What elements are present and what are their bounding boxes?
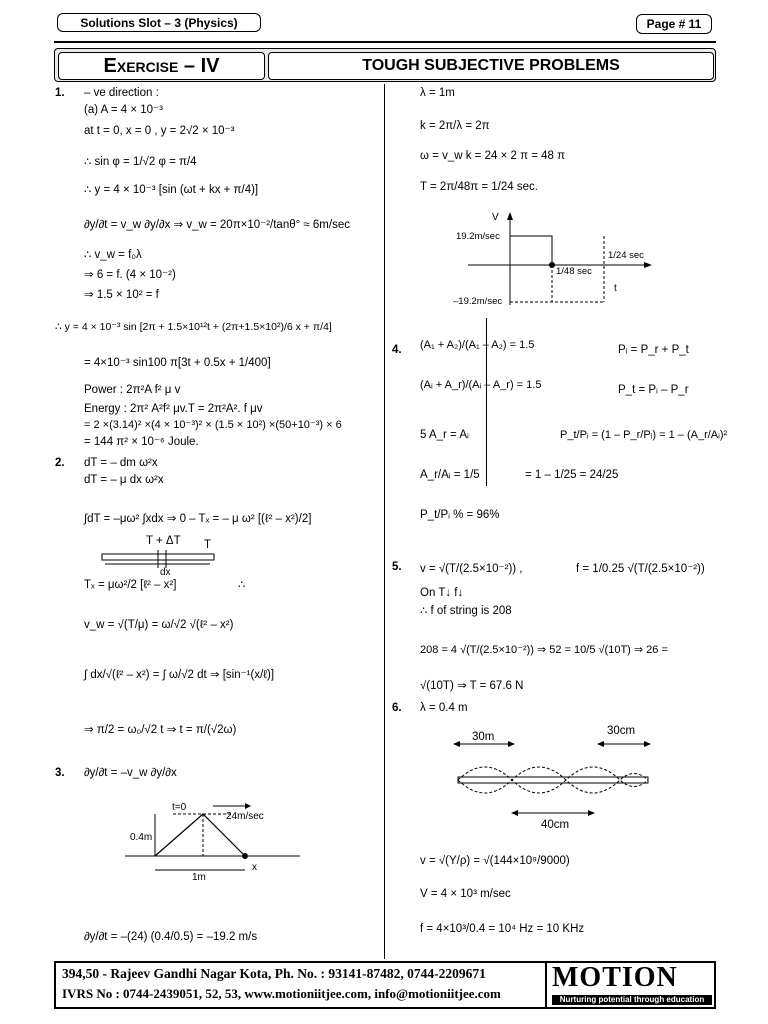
graph-lower-label: –19.2m/sec [453, 296, 503, 307]
q1-line: = 4×10⁻³ sin100 π[3t + 0.5x + 1/400] [84, 357, 271, 369]
q2-line: ∫dT = –μω² ∫xdx ⇒ 0 – Tₓ = – μ ω² [(ℓ² – x²)/2] [84, 513, 312, 525]
q1-line: (a) A = 4 × 10⁻³ [84, 104, 163, 116]
q3-line: 0.4m [130, 832, 153, 843]
q2-line: dT = – μ dx ω²x [84, 474, 164, 486]
header-left: Solutions Slot – 3 (Physics) [57, 13, 261, 32]
q1-line: – ve direction : [84, 87, 159, 99]
graph-t-label: t [614, 283, 617, 294]
graph-end-label: 1/24 sec [608, 250, 644, 261]
q1-line: Energy : 2π² A²f² μv.T = 2π²A². f μv [84, 403, 263, 415]
q6-line: λ = 0.4 m [420, 702, 468, 714]
footer-contact: IVRS No : 0744-2439051, 52, 53, www.motioniitjee.com, info@motioniitjee.com [62, 986, 501, 1001]
rc-line: T = 2π/48π = 1/24 sec. [420, 181, 538, 193]
q5-line: √(10T) ⇒ T = 67.6 N [420, 680, 524, 692]
q4-line: 5 A_r = Aᵢ [420, 429, 469, 441]
q1-line: = 144 π² × 10⁻⁶ Joule. [84, 436, 199, 448]
q4-line: Pᵢ = P_r + P_t [618, 344, 689, 356]
q2-number: 2. [55, 457, 65, 469]
q3-line: t=0 [172, 802, 187, 813]
q2-line: dx [160, 567, 171, 578]
q5-line: v = √(T/(2.5×10⁻²)) , [420, 563, 523, 575]
exercise-title: Exercise – IV [58, 52, 265, 80]
q4-line: (Aᵢ + A_r)/(Aᵢ – A_r) = 1.5 [420, 379, 542, 391]
section-title: TOUGH SUBJECTIVE PROBLEMS [268, 52, 714, 80]
q6-line: f = 4×10³/0.4 = 10⁴ Hz = 10 KHz [420, 923, 585, 935]
q1-line: ∴ v_w = f₀λ [84, 249, 142, 261]
header-rule [54, 41, 716, 43]
q4-line: P_t = Pᵢ – P_r [618, 384, 689, 396]
q6-line: 30m [472, 731, 495, 743]
q5-line: f = 1/0.25 √(T/(2.5×10⁻²)) [576, 563, 705, 575]
q4-line: P_t/Pᵢ = (1 – P_r/Pᵢ) = 1 – (A_r/Aᵢ)² [560, 429, 728, 441]
q5-line: ∴ f of string is 208 [420, 605, 512, 617]
q2-line: dT = – dm ω²x [84, 457, 158, 469]
q6-number: 6. [392, 702, 402, 714]
q3-line: x [252, 862, 257, 873]
q5-line: 208 = 4 √(T/(2.5×10⁻²)) ⇒ 52 = 10/5 √(10T) ⇒ 26 = [420, 644, 668, 656]
q1-line: ∴ y = 4 × 10⁻³ [sin (ωt + kx + π/4)] [84, 184, 259, 196]
q1-line: ∂y/∂t = v_w ∂y/∂x ⇒ v_w = 20π×10⁻²/tanθ° ≈ 6m/sec [84, 219, 350, 231]
q2-line: T [204, 539, 212, 551]
q3-number: 3. [55, 767, 65, 779]
q5-line: On T↓ f↓ [420, 587, 464, 599]
column-divider [384, 84, 385, 959]
q2-line: Tₓ = μω²/2 [ℓ² – x²] [84, 579, 177, 591]
motion-logo: MOTION [552, 962, 678, 993]
rc-line: k = 2π/λ = 2π [420, 120, 490, 132]
q2-line: ⇒ π/2 = ω₀/√2 t ⇒ t = π/(√2ω) [84, 724, 237, 736]
q1-number: 1. [55, 87, 65, 99]
graph-upper-label: 19.2m/sec [456, 231, 500, 242]
q1-line: = 2 ×(3.14)² ×(4 × 10⁻³)² × (1.5 × 10²) ×(50+10⁻³) × 6 [84, 419, 342, 431]
q4-line: (A₁ + A₂)/(A₁ – A₂) = 1.5 [420, 339, 535, 351]
q3-line: ∂y/∂t = –(24) (0.4/0.5) = –19.2 m/s [84, 931, 258, 943]
q2-line: v_w = √(T/μ) = ω/√2 √(ℓ² – x²) [84, 619, 234, 631]
q6-line: V = 4 × 10³ m/sec [420, 888, 511, 900]
q1-line: ∴ sin φ = 1/√2 φ = π/4 [84, 156, 197, 168]
page-number: Page # 11 [636, 14, 712, 34]
q2-line: ∫ dx/√(ℓ² – x²) = ∫ ω/√2 dt ⇒ [sin⁻¹(x/ℓ)] [84, 669, 275, 681]
footer-divider [545, 963, 547, 1007]
q6-line: v = √(Y/ρ) = √(144×10⁹/9000) [420, 855, 570, 867]
q2-line: T + ΔT [146, 535, 181, 547]
footer-address: 394,50 - Rajeev Gandhi Nagar Kota, Ph. No. : 93141-87482, 0744-2209671 [62, 966, 486, 981]
rc-line: λ = 1m [420, 87, 455, 99]
q3-line: ∂y/∂t = –v_w ∂y/∂x [84, 767, 177, 779]
q3-line: 1m [192, 872, 206, 883]
q4-line: = 1 – 1/25 = 24/25 [525, 469, 619, 481]
q6-line: 40cm [541, 819, 570, 831]
q1-line: ⇒ 6 = f. (4 × 10⁻²) [84, 269, 176, 281]
q6-line: 30cm [607, 725, 636, 737]
graph-mid-label: 1/48 sec [556, 266, 592, 277]
footer-tagline: Nurturing potential through education [552, 995, 712, 1005]
q1-line: Power : 2π²A f² μ v [84, 384, 181, 396]
q1-line: at t = 0, x = 0 , y = 2√2 × 10⁻³ [84, 125, 235, 137]
q4-line: A_r/Aᵢ = 1/5 [420, 469, 480, 481]
graph-v-label: V [492, 212, 499, 223]
q1-line: ⇒ 1.5 × 10² = f [84, 289, 159, 301]
standing-wave-diagram [450, 730, 660, 830]
q3-line: 24m/sec [226, 811, 264, 822]
q4-number: 4. [392, 344, 402, 356]
q4-line: P_t/Pᵢ % = 96% [420, 509, 500, 521]
q1-line: ∴ y = 4 × 10⁻³ sin [2π + 1.5×10¹²t + (2π+1.5×10²)/6 x + π/4] [55, 321, 332, 333]
rc-line: ω = v_w k = 24 × 2 π = 48 π [420, 150, 566, 162]
q2-line: ∴ [238, 579, 246, 591]
q5-number: 5. [392, 561, 402, 573]
